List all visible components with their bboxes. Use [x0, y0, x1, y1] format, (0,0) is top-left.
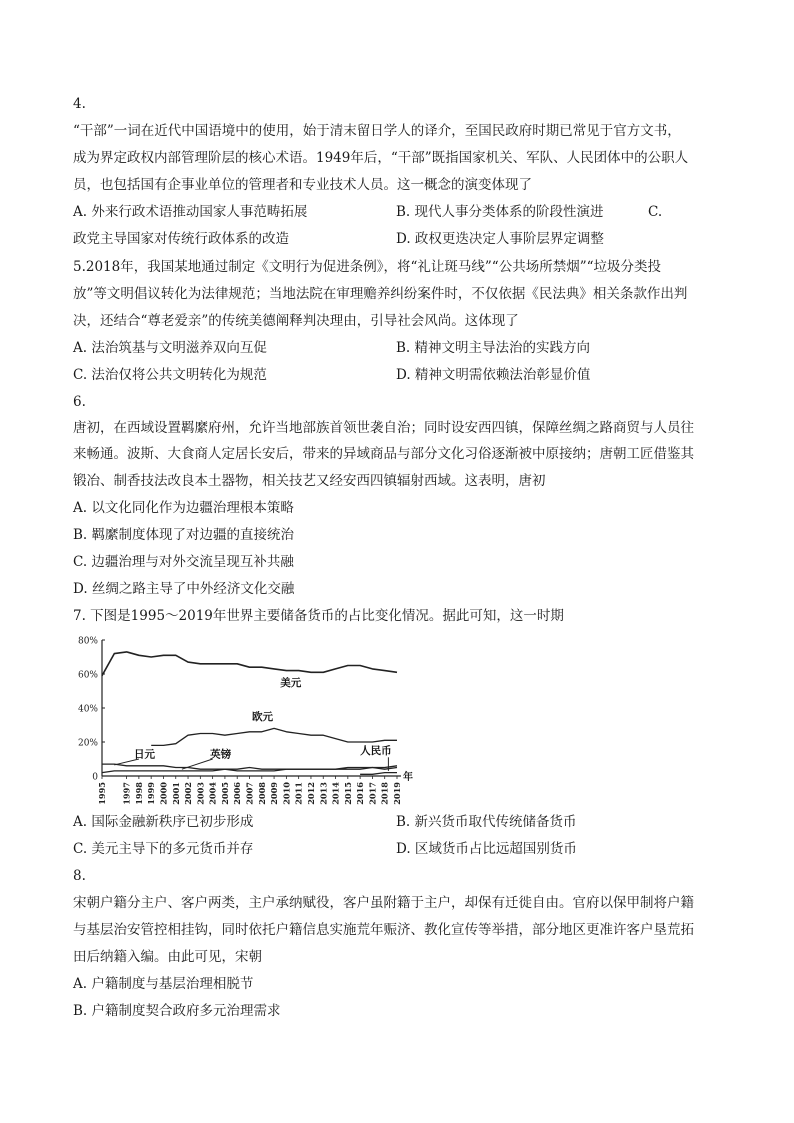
- x-tick-label-15: 2002: [183, 782, 194, 805]
- x-tick-label-7: 2009: [269, 782, 280, 805]
- x-tick-label-0: 1995: [97, 782, 107, 805]
- q7-option-c[interactable]: C. 美元主导下的多元货币并存: [73, 841, 254, 857]
- q4-option-c-text[interactable]: 政党主导国家对传统行政体系的改造: [73, 231, 289, 247]
- x-tick-label-23: 2018: [379, 782, 390, 805]
- x-tick-label-21: 2014: [330, 782, 341, 805]
- reserve-currency-chart-svg: [72, 632, 422, 807]
- q6-option-d[interactable]: D. 丝绸之路主导了中外经济文化交融: [73, 581, 295, 597]
- series-label-3: 英镑: [210, 748, 232, 761]
- x-tick-label-11: 2017: [367, 782, 378, 805]
- x-tick-label-16: 2004: [207, 782, 218, 805]
- q8-option-b[interactable]: B. 户籍制度契合政府多元治理需求: [73, 1003, 281, 1019]
- q4-stem-line-2: 成为界定政权内部管理阶层的核心术语。1949年后，“干部”既指国家机关、军队、人民团体中的公职人: [73, 150, 689, 166]
- q8-stem-line-1: 宋朝户籍分主户、客户两类，主户承纳赋役，客户虽附籍于主户，却保有迁徙自由。官府以保甲制将户籍: [73, 895, 694, 911]
- series-label-0: 美元: [280, 676, 302, 689]
- x-tick-label-5: 2005: [219, 782, 230, 805]
- x-tick-label-10: 2015: [342, 782, 353, 805]
- q5-option-d[interactable]: D. 精神文明需依赖法治彰显价值: [396, 367, 591, 383]
- x-tick-label-17: 2006: [232, 782, 243, 805]
- q5-option-a[interactable]: A. 法治筑基与文明滋养双向互促: [73, 340, 267, 356]
- q4-option-d[interactable]: D. 政权更迭决定人事阶层界定调整: [396, 231, 604, 247]
- q5-option-c[interactable]: C. 法治仅将公共文明转化为规范: [73, 367, 267, 383]
- series-label-1: 欧元: [251, 710, 273, 723]
- q8-stem-line-3: 田后纳籍入编。由此可见，宋朝: [73, 949, 262, 965]
- x-tick-label-13: 1998: [133, 782, 144, 805]
- series-line-0: [102, 652, 397, 676]
- series-label-4: 人民币: [360, 744, 392, 757]
- x-axis-label: 年: [403, 772, 413, 783]
- x-tick-label-18: 2008: [256, 782, 267, 805]
- y-tick-label-4: 0: [92, 772, 98, 783]
- q6-number: 6.: [73, 394, 86, 410]
- q7-option-d[interactable]: D. 区域货币占比远超国别货币: [396, 841, 577, 857]
- x-tick-label-2: 1999: [146, 782, 157, 805]
- q6-option-b[interactable]: B. 羁縻制度体现了对边疆的直接统治: [73, 527, 295, 543]
- x-tick-label-3: 2001: [170, 782, 181, 805]
- arrow-yen: [114, 759, 139, 765]
- x-tick-label-19: 2010: [281, 782, 292, 805]
- q6-option-a[interactable]: A. 以文化同化作为边疆治理根本策略: [73, 500, 294, 516]
- q6-stem-line-1: 唐初，在西域设置羁縻府州，允许当地部族首领世袭自治；同时设安西四镇，保障丝绸之路商贸与人员往: [73, 420, 694, 436]
- series-line-4: [360, 773, 397, 775]
- q5-stem-line-2: 放”等文明倡议转化为法律规范；当地法院在审理赡养纠纷案件时，不仅依据《民法典》相关条款作出判: [73, 286, 688, 302]
- series-line-3: [102, 768, 397, 773]
- series-label-2: 日元: [133, 748, 155, 761]
- reserve-currency-chart: [72, 632, 422, 807]
- q4-number: 4.: [73, 96, 86, 112]
- x-tick-label-9: 2013: [318, 782, 329, 805]
- q8-option-a[interactable]: A. 户籍制度与基层治理相脱节: [73, 976, 254, 992]
- q6-stem-line-2: 来畅通。波斯、大食商人定居长安后，带来的异域商品与部分文化习俗逐渐被中原接纳；唐朝工匠借鉴其: [73, 446, 694, 462]
- q4-stem-line-3: 员，也包括国有企事业单位的管理者和专业技术人员。这一概念的演变体现了: [73, 177, 532, 193]
- series-line-1: [151, 728, 397, 745]
- q5-option-b[interactable]: B. 精神文明主导法治的实践方向: [396, 340, 591, 356]
- x-tick-label-14: 2000: [158, 782, 169, 805]
- q6-option-c[interactable]: C. 边疆治理与对外交流呈现互补共融: [73, 554, 294, 570]
- q6-stem-line-3: 锻冶、制香技法改良本土器物，相关技艺又经安西四镇辐射西域。这表明，唐初: [73, 473, 546, 489]
- y-tick-label-2: 40%: [77, 704, 98, 715]
- x-tick-label-6: 2007: [244, 782, 255, 805]
- q5-stem-line-3: 决，还结合“尊老爱亲”的传统美德阐释判决理由，引导社会风尚。这体现了: [73, 313, 519, 329]
- x-tick-label-12: 2019: [392, 782, 402, 805]
- y-tick-label-1: 60%: [77, 670, 98, 681]
- q7-option-a[interactable]: A. 国际金融新秩序已初步形成: [73, 814, 254, 830]
- q4-option-c-label[interactable]: C.: [648, 204, 663, 220]
- q8-number: 8.: [73, 868, 86, 884]
- q7-option-b[interactable]: B. 新兴货币取代传统储备货币: [396, 814, 577, 830]
- x-tick-label-20: 2012: [305, 782, 316, 805]
- x-tick-label-22: 2016: [355, 782, 366, 805]
- y-tick-label-3: 20%: [77, 738, 98, 749]
- q5-stem-line-1: 5.2018年，我国某地通过制定《文明行为促进条例》，将“礼让斑马线”“公共场所禁烟”“垃圾分类投: [73, 259, 661, 275]
- arrow-pound: [182, 759, 213, 769]
- q7-stem: 7. 下图是1995～2019年世界主要储备货币的占比变化情况。据此可知，这一时期: [73, 608, 564, 624]
- q4-stem-line-1: “干部”一词在近代中国语境中的使用，始于清末留日学人的译介，至国民政府时期已常见于官方文书，: [73, 123, 681, 139]
- q4-option-b[interactable]: B. 现代人事分类体系的阶段性演进: [396, 204, 604, 220]
- q8-stem-line-2: 与基层治安管控相挂钩，同时依托户籍信息实施荒年赈济、教化宣传等举措，部分地区更准许客户垦荒拓: [73, 922, 694, 938]
- y-tick-label-0: 80%: [77, 636, 98, 647]
- x-tick-label-1: 1997: [121, 782, 132, 805]
- q4-option-a[interactable]: A. 外来行政术语推动国家人事范畴拓展: [73, 204, 308, 220]
- x-tick-label-8: 2011: [293, 782, 304, 805]
- x-tick-label-4: 2003: [195, 782, 206, 805]
